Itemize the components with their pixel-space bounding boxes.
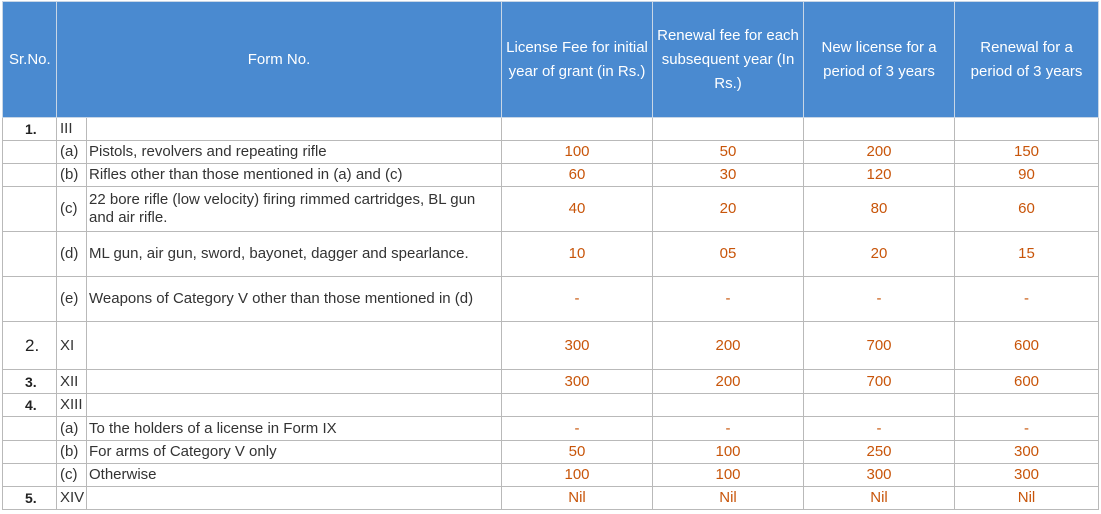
renew-3yr-cell: Nil xyxy=(955,487,1099,510)
table-row xyxy=(3,232,1099,277)
sr-no-cell xyxy=(3,464,57,487)
sr-no-cell xyxy=(3,232,57,277)
sr-no-cell: 2. xyxy=(3,322,57,370)
form-no-cell: (c) xyxy=(57,464,87,487)
header-renew-3yr: Renewal for a period of 3 years xyxy=(955,2,1099,118)
new-3yr-cell: - xyxy=(804,417,955,441)
sr-no-cell xyxy=(3,164,57,187)
header-new-3yr: New license for a period of 3 years xyxy=(804,2,955,118)
new-3yr-cell: 120 xyxy=(804,164,955,187)
fee-renewal-cell xyxy=(653,394,804,417)
sr-no-cell: 1. xyxy=(3,118,57,141)
new-3yr-cell: 80 xyxy=(804,187,955,232)
renew-3yr-cell: 300 xyxy=(955,441,1099,464)
table-row xyxy=(3,187,1099,232)
form-no-cell: (c) xyxy=(57,187,87,232)
fee-initial-cell xyxy=(502,394,653,417)
new-3yr-cell xyxy=(804,118,955,141)
fee-initial-cell: 300 xyxy=(502,370,653,394)
fee-renewal-cell: 20 xyxy=(653,187,804,232)
form-no-cell: XIII xyxy=(57,394,87,417)
description-cell xyxy=(87,370,502,394)
fee-renewal-cell: 50 xyxy=(653,141,804,164)
new-3yr-cell: 300 xyxy=(804,464,955,487)
renew-3yr-cell: 90 xyxy=(955,164,1099,187)
header-fee-initial: License Fee for initial year of grant (in Rs.) xyxy=(502,2,653,118)
description-cell: 22 bore rifle (low velocity) firing rimmed cartridges, BL gun and air rifle. xyxy=(87,187,502,232)
fee-initial-cell: 300 xyxy=(502,322,653,370)
description-cell xyxy=(87,394,502,417)
new-3yr-cell: 700 xyxy=(804,370,955,394)
form-no-cell: (a) xyxy=(57,417,87,441)
sr-no-cell xyxy=(3,141,57,164)
table-row xyxy=(3,487,1099,510)
fee-renewal-cell: 200 xyxy=(653,322,804,370)
fee-renewal-cell: - xyxy=(653,277,804,322)
new-3yr-cell: 200 xyxy=(804,141,955,164)
form-no-cell: XIV xyxy=(57,487,87,510)
sr-no-cell xyxy=(3,277,57,322)
new-3yr-cell xyxy=(804,394,955,417)
new-3yr-cell: 700 xyxy=(804,322,955,370)
fee-renewal-cell: 30 xyxy=(653,164,804,187)
form-no-cell: (d) xyxy=(57,232,87,277)
sr-no-cell xyxy=(3,187,57,232)
fee-renewal-cell xyxy=(653,118,804,141)
renew-3yr-cell: 15 xyxy=(955,232,1099,277)
fee-initial-cell: Nil xyxy=(502,487,653,510)
fee-initial-cell: 10 xyxy=(502,232,653,277)
sr-no-cell xyxy=(3,417,57,441)
form-no-cell: (e) xyxy=(57,277,87,322)
renew-3yr-cell: 600 xyxy=(955,370,1099,394)
table-row xyxy=(3,277,1099,322)
table-row xyxy=(3,464,1099,487)
header-row xyxy=(3,2,1099,118)
description-cell: Rifles other than those mentioned in (a) and (c) xyxy=(87,164,502,187)
fee-renewal-cell: 05 xyxy=(653,232,804,277)
renew-3yr-cell: - xyxy=(955,417,1099,441)
description-cell: Pistols, revolvers and repeating rifle xyxy=(87,141,502,164)
form-no-cell: (a) xyxy=(57,141,87,164)
header-sr-no: Sr.No. xyxy=(3,2,57,118)
table-row xyxy=(3,164,1099,187)
fee-initial-cell: 40 xyxy=(502,187,653,232)
description-cell xyxy=(87,322,502,370)
description-cell xyxy=(87,487,502,510)
fee-initial-cell: 50 xyxy=(502,441,653,464)
header-fee-renewal-each: Renewal fee for each subsequent year (In Rs.) xyxy=(653,2,804,118)
header-form-no: Form No. xyxy=(57,2,502,118)
table-row xyxy=(3,322,1099,370)
form-no-cell: XI xyxy=(57,322,87,370)
license-fee-table xyxy=(2,1,1099,510)
sr-no-cell: 4. xyxy=(3,394,57,417)
renew-3yr-cell xyxy=(955,394,1099,417)
description-cell: Otherwise xyxy=(87,464,502,487)
renew-3yr-cell: 150 xyxy=(955,141,1099,164)
renew-3yr-cell xyxy=(955,118,1099,141)
description-cell: For arms of Category V only xyxy=(87,441,502,464)
renew-3yr-cell: - xyxy=(955,277,1099,322)
table-row xyxy=(3,441,1099,464)
table-row xyxy=(3,141,1099,164)
description-cell: ML gun, air gun, sword, bayonet, dagger and spearlance. xyxy=(87,232,502,277)
fee-initial-cell: - xyxy=(502,277,653,322)
fee-renewal-cell: - xyxy=(653,417,804,441)
table-row xyxy=(3,118,1099,141)
new-3yr-cell: 250 xyxy=(804,441,955,464)
fee-initial-cell: 100 xyxy=(502,141,653,164)
new-3yr-cell: - xyxy=(804,277,955,322)
renew-3yr-cell: 600 xyxy=(955,322,1099,370)
form-no-cell: XII xyxy=(57,370,87,394)
fee-renewal-cell: 100 xyxy=(653,464,804,487)
description-cell xyxy=(87,118,502,141)
form-no-cell: (b) xyxy=(57,441,87,464)
fee-initial-cell: - xyxy=(502,417,653,441)
renew-3yr-cell: 300 xyxy=(955,464,1099,487)
new-3yr-cell: Nil xyxy=(804,487,955,510)
fee-initial-cell xyxy=(502,118,653,141)
new-3yr-cell: 20 xyxy=(804,232,955,277)
fee-renewal-cell: 100 xyxy=(653,441,804,464)
sr-no-cell: 5. xyxy=(3,487,57,510)
form-no-cell: (b) xyxy=(57,164,87,187)
renew-3yr-cell: 60 xyxy=(955,187,1099,232)
sr-no-cell: 3. xyxy=(3,370,57,394)
table-row xyxy=(3,417,1099,441)
fee-initial-cell: 60 xyxy=(502,164,653,187)
form-no-cell: III xyxy=(57,118,87,141)
description-cell: To the holders of a license in Form IX xyxy=(87,417,502,441)
fee-initial-cell: 100 xyxy=(502,464,653,487)
fee-renewal-cell: 200 xyxy=(653,370,804,394)
table-row xyxy=(3,394,1099,417)
table-row xyxy=(3,370,1099,394)
sr-no-cell xyxy=(3,441,57,464)
fee-renewal-cell: Nil xyxy=(653,487,804,510)
description-cell: Weapons of Category V other than those mentioned in (d) xyxy=(87,277,502,322)
